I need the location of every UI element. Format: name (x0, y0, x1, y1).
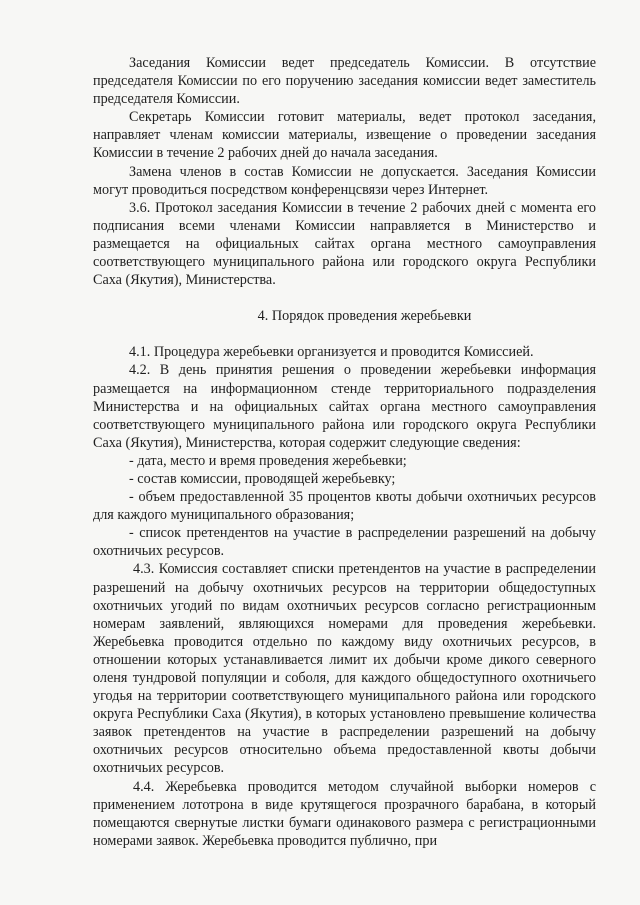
paragraph-secretary: Секретарь Комиссии готовит материалы, ведет протокол заседания, направляет членам комиссии материалы, извещение о проведении заседания Комиссии в течение 2 рабочих дней до начала заседания. (93, 109, 596, 162)
paragraph-replacement: Замена членов в состав Комиссии не допускается. Заседания Комиссии могут проводиться посредством конференцсвязи через Интернет. (93, 163, 596, 198)
paragraph-3-6: 3.6. Протокол заседания Комиссии в течение 2 рабочих дней с момента его подписания всеми членами Комиссии направляется в Министерство и размещается на официальных сайтах органа местного самоуправления соответствующего муниципального района или городского округа Республики Саха (Якутия), Министерства. (93, 199, 596, 289)
paragraph-4-3: 4.3. Комиссия составляет списки претендентов на участие в распределении разрешений на добычу охотничьих ресурсов на территории общедоступных охотничьих угодий по видам охотничьих ресурсов согласно регистрационным номерам заявлений, являющихся номерами для проведения жеребьевки. Жеребьевка проводится отдельно по каждому виду охотничьих ресурсов, в отношении которых устанавливается лимит их добычи кроме дикого северного оленя тундровой популяции и соболя, для каждого общедоступного охотничьего угодья на территории соответствующего муниципального района или городского округа Республики Саха (Якутия), в которых установлено превышение количества заявок претендентов на участие в распределении разрешений на добычу охотничьих ресурсов относительно объема предоставленной квоты добычи охотничьих ресурсов. (93, 561, 596, 777)
list-item-date: - дата, место и время проведения жеребьевки; (129, 452, 407, 469)
list-item-applicants: - список претендентов на участие в распределении разрешений на добычу охотничьих ресурсов. (93, 525, 596, 560)
paragraph-4-1: 4.1. Процедура жеребьевки организуется и проводится Комиссией. (129, 344, 534, 361)
spacer (93, 289, 596, 307)
list-item-quota: - объем предоставленной 35 процентов квоты добычи охотничьих ресурсов для каждого муниципального образования; (93, 489, 596, 524)
paragraph-chair: Заседания Комиссии ведет председатель Комиссии. В отсутствие председателя Комиссии по его поручению заседания комиссии ведет заместитель председателя Комиссии. (93, 55, 596, 108)
spacer (93, 325, 596, 343)
list-item-commission: - состав комиссии, проводящей жеребьевку; (129, 470, 396, 487)
paragraph-4-2: 4.2. В день принятия решения о проведении жеребьевки информация размещается на информационном стенде территориального подразделения Министерства и на официальных сайтах органа местного самоуправления соответствующего муниципального района или городского округа Республики Саха (Якутия), Министерства, которая содержит следующие сведения: (93, 362, 596, 451)
paragraph-4-4: 4.4. Жеребьевка проводится методом случайной выборки номеров с применением лототрона в виде крутящегося прозрачного барабана, в который помещаются свернутые листки бумаги одинакового размера с регистрационными номерами заявок. Жеребьевка проводится публично, при (93, 778, 596, 849)
section-heading: 4. Порядок проведения жеребьевки (257, 308, 472, 325)
